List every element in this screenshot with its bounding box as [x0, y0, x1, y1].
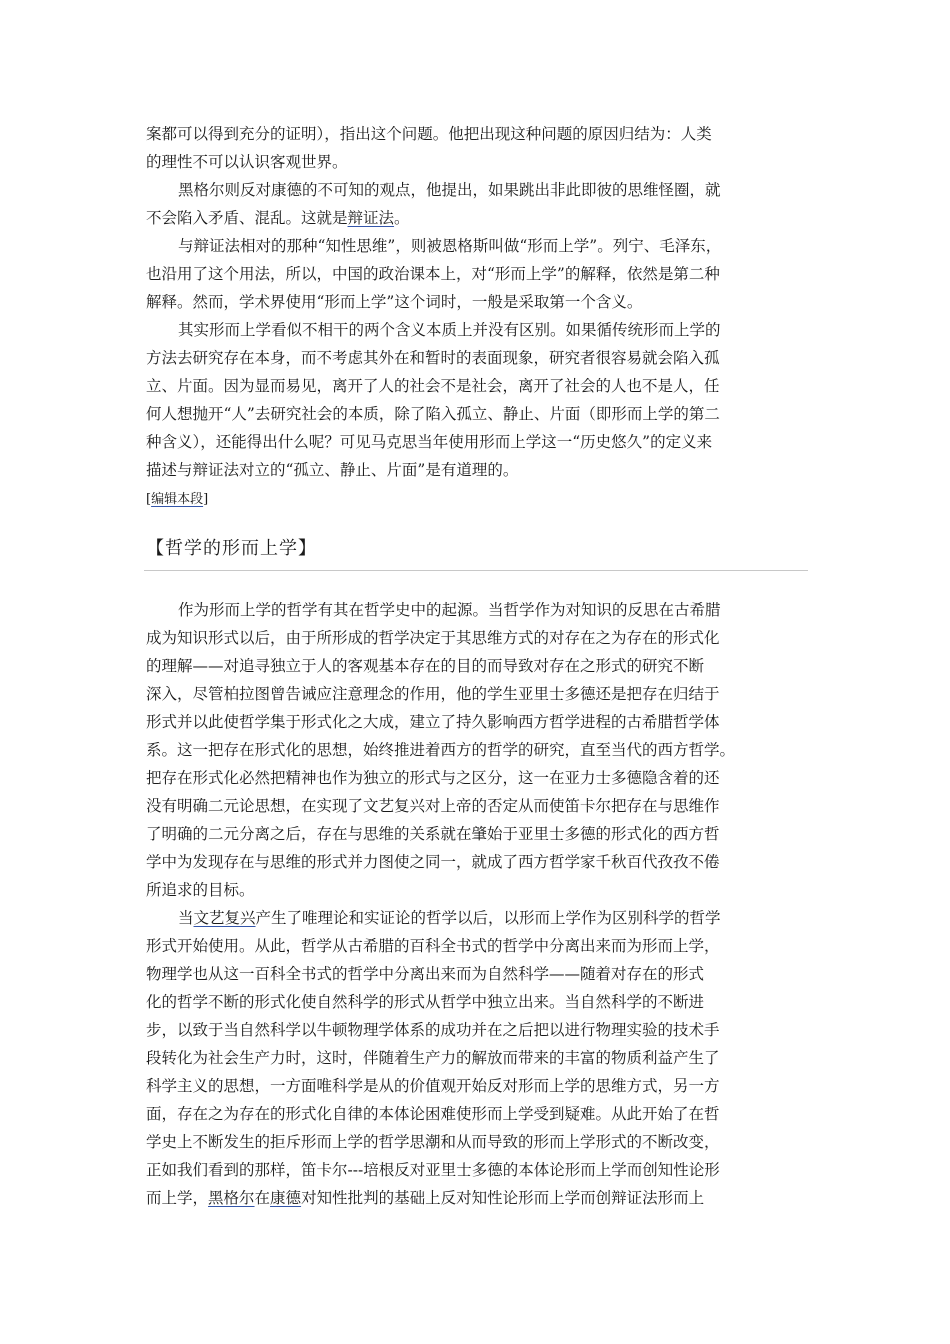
text-segment: 产生了唯理论和实证论的哲学以后，以形而上学作为区别科学的哲学: [255, 909, 721, 927]
text-line: 描述与辩证法对立的“孤立、静止、片面”是有道理的。: [146, 461, 519, 479]
text-line: 黑格尔则反对康德的不可知的观点，他提出，如果跳出非此即彼的思维怪圈，就: [178, 181, 721, 199]
section-divider: [144, 570, 808, 571]
link-kant[interactable]: 康德: [270, 1189, 302, 1207]
text-segment: 对知性批判的基础上反对知性论形而上学而创辩证法形而上: [301, 1189, 705, 1207]
paragraph-2: [146, 176, 806, 232]
text-line: 正如我们看到的那样，笛卡尔---培根反对亚里士多德的本体论形而上学而创知性论形: [146, 1161, 720, 1179]
section-heading: 【哲学的形而上学】: [146, 538, 317, 559]
text-line: 深入，尽管柏拉图曾告诫应注意理念的作用，他的学生亚里士多德还是把存在归结于: [146, 685, 720, 703]
text-segment: 当: [178, 909, 194, 927]
text-line: 案都可以得到充分的证明），指出这个问题。他把出现这种问题的原因归结为：人类: [146, 125, 712, 143]
link-hegel[interactable]: 黑格尔: [208, 1189, 255, 1207]
text-line: 作为形而上学的哲学有其在哲学史中的起源。当哲学作为对知识的反思在古希腊: [178, 601, 721, 619]
text-line: 面，存在之为存在的形式化自律的本体论困难使形而上学受到疑难。从此开始了在哲: [146, 1105, 720, 1123]
text-line: 没有明确二元论思想，在实现了文艺复兴对上帝的否定从而使笛卡尔把存在与思维作: [146, 797, 720, 815]
text-line: 段转化为社会生产力时，这时，伴随着生产力的解放而带来的丰富的物质利益产生了: [146, 1049, 720, 1067]
text-line: 了明确的二元分离之后，存在与思维的关系就在肇始于亚里士多德的形式化的西方哲: [146, 825, 720, 843]
text-line: 立、片面。因为显而易见，离开了人的社会不是社会，离开了社会的人也不是人，任: [146, 377, 720, 395]
text-line: [146, 204, 806, 232]
text-line: 也沿用了这个用法，所以，中国的政治课本上，对“形而上学”的解释，依然是第二种: [146, 265, 720, 283]
bracket-open: [: [146, 492, 152, 507]
text-line: 的理解——对追寻独立于人的客观基本存在的目的而导致对存在之形式的研究不断: [146, 657, 705, 675]
text-line: 解释。然而，学术界使用“形而上学”这个词时，一般是采取第一个含义。: [146, 293, 643, 311]
link-renaissance[interactable]: 文艺复兴: [193, 909, 256, 927]
link-dialectics[interactable]: 辩证法: [347, 209, 395, 227]
bracket-close: ]: [203, 492, 209, 507]
text-line: 物理学也从这一百科全书式的哲学中分离出来而为自然科学——随着对存在的形式: [146, 965, 705, 983]
text-line: 形式并以此使哲学集于形式化之大成，建立了持久影响西方哲学进程的古希腊哲学体: [146, 713, 720, 731]
text-segment: 而上学，: [146, 1189, 209, 1207]
text-line: 系。这一把存在形式化的思想，始终推进着西方的哲学的研究，直至当代的西方哲学。: [146, 741, 736, 759]
text-line: 所追求的目标。: [146, 881, 255, 899]
paragraph-3: [146, 232, 806, 316]
text-line: 方法去研究存在本身，而不考虑其外在和暂时的表面现象，研究者很容易就会陷入孤: [146, 349, 720, 367]
paragraph-1: [146, 120, 806, 176]
text-line: 学史上不断发生的拒斥形而上学的哲学思潮和从而导致的形而上学形式的不断改变，: [146, 1133, 720, 1151]
text-line: 其实形而上学看似不相干的两个含义本质上并没有区别。如果循传统形而上学的: [178, 321, 721, 339]
text-segment: 。: [394, 209, 410, 227]
edit-section-link-wrapper: [146, 491, 208, 509]
text-line: [146, 904, 806, 932]
text-line: 学中为发现存在与思维的形式并力图使之同一，就成了西方哲学家千秋百代孜孜不倦: [146, 853, 720, 871]
paragraph-4: [146, 316, 806, 484]
text-line: 成为知识形式以后，由于所形成的哲学决定于其思维方式的对存在之为存在的形式化: [146, 629, 720, 647]
paragraph-6: [146, 904, 806, 1212]
text-line: 种含义），还能得出什么呢？可见马克思当年使用形而上学这一“历史悠久”的定义来: [146, 433, 713, 451]
text-segment: 不会陷入矛盾、混乱。这就是: [146, 209, 348, 227]
text-line: 步，以致于当自然科学以牛顿物理学体系的成功并在之后把以进行物理实验的技术手: [146, 1021, 720, 1039]
edit-section-link[interactable]: 编辑本段: [151, 492, 204, 507]
text-line: 化的哲学不断的形式化使自然科学的形式从哲学中独立出来。当自然科学的不断进: [146, 993, 705, 1011]
text-line: 的理性不可以认识客观世界。: [146, 153, 348, 171]
text-line: 何人想抛开“人”去研究社会的本质，除了陷入孤立、静止、片面（即形而上学的第二: [146, 405, 720, 423]
text-line: 把存在形式化必然把精神也作为独立的形式与之区分，这一在亚力士多德隐含着的还: [146, 769, 720, 787]
text-line: 科学主义的思想，一方面唯科学是从的价值观开始反对形而上学的思维方式，另一方: [146, 1077, 720, 1095]
text-line: [146, 1184, 806, 1212]
text-line: 与辩证法相对的那种“知性思维”，则被恩格斯叫做“形而上学”。列宁、毛泽东，: [178, 237, 722, 255]
paragraph-5: [146, 596, 806, 904]
text-line: 形式开始使用。从此，哲学从古希腊的百科全书式的哲学中分离出来而为形而上学，: [146, 937, 720, 955]
text-segment: 在: [254, 1189, 271, 1207]
